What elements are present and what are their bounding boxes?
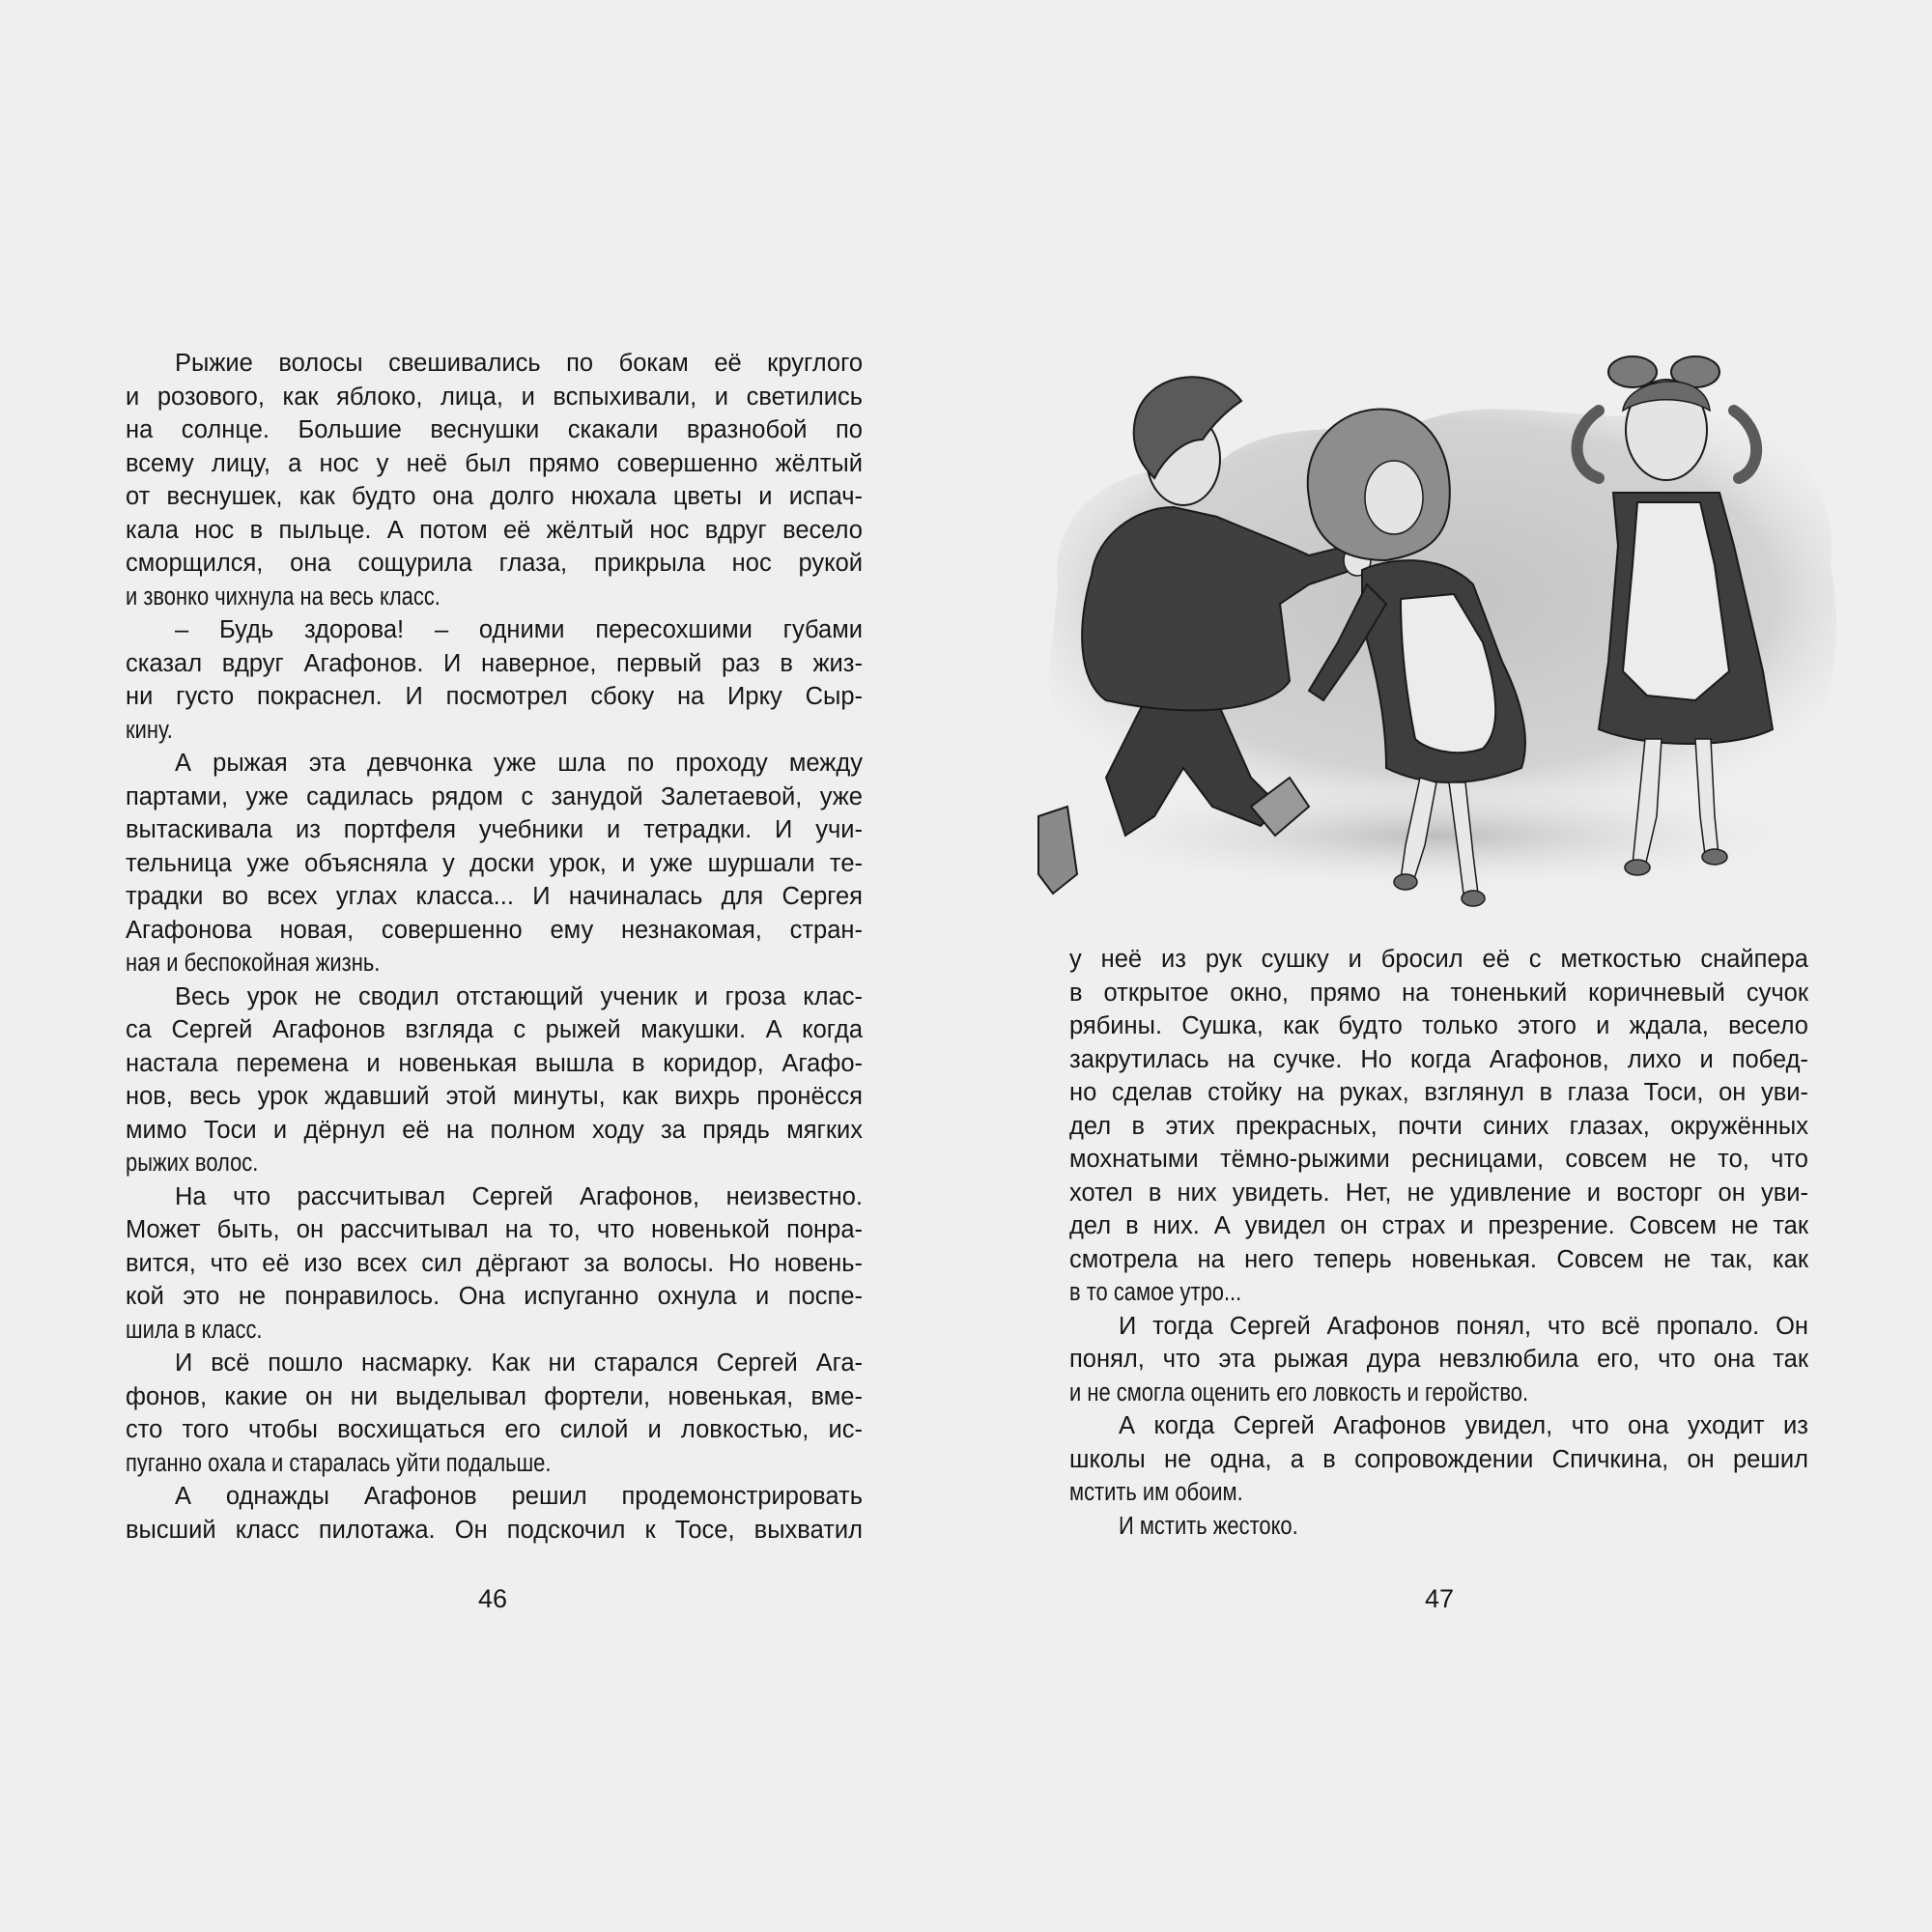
text-line: сморщился, она сощурила глаза, прикрыла нос рукой: [126, 550, 863, 577]
text-line: в то самое утро...: [1069, 1279, 1242, 1306]
text-line: мохнатыми тёмно-рыжими ресницами, совсем не то, что: [1069, 1146, 1808, 1173]
text-line: настала перемена и новенькая вышла в коридор, Агафо-: [126, 1049, 863, 1077]
text-line: вытаскивала из портфеля учебники и тетрадки. И учи-: [126, 816, 863, 843]
text-line: А когда Сергей Агафонов увидел, что она уходит из: [1119, 1412, 1808, 1439]
text-line: мстить им обоим.: [1069, 1479, 1243, 1506]
text-line: ная и беспокойная жизнь.: [126, 950, 381, 977]
text-line: Может быть, он рассчитывал на то, что новенькой понра-: [126, 1216, 863, 1243]
text-line: рыжих волос.: [126, 1150, 259, 1177]
text-line: – Будь здорова! – одними пересохшими губами: [175, 616, 863, 643]
text-line: понял, что эта рыжая дура невзлюбила его, что она так: [1069, 1346, 1808, 1373]
left-page-text: [126, 347, 863, 1547]
text-line: вится, что её изо всех сил дёргают за волосы. Но новень-: [126, 1249, 863, 1277]
text-line: хотел в них увидеть. Нет, не удивление и восторг он уви-: [1069, 1179, 1808, 1207]
text-line: Рыжие волосы свешивались по бокам её круглого: [175, 350, 863, 377]
text-line: пуганно охала и старалась уйти подальше.: [126, 1449, 552, 1477]
text-line: нов, весь урок ждавший этой минуты, как вихрь пронёсся: [126, 1083, 863, 1110]
text-line: кала нос в пыльце. А потом её жёлтый нос вдруг весело: [126, 516, 863, 544]
text-line: но сделав стойку на руках, взглянул в глаза Тоси, он уви-: [1069, 1079, 1808, 1106]
children-illustration-image: [1019, 353, 1850, 918]
text-line: фонов, какие он ни выделывал фортели, новенькая, вме-: [126, 1382, 863, 1410]
text-line: На что рассчитывал Сергей Агафонов, неизвестно.: [175, 1182, 863, 1210]
text-line: у неё из рук сушку и бросил её с меткостью снайпера: [1069, 946, 1808, 973]
text-line: кину.: [126, 716, 173, 744]
page-number-right: 47: [1424, 1584, 1455, 1613]
text-line: на солнце. Большие веснушки скакали вразнобой по: [126, 416, 863, 443]
page-number-left: 46: [477, 1584, 508, 1613]
text-line: са Сергей Агафонов взгляда с рыжей макушки. А когда: [126, 1016, 863, 1043]
text-line: в открытое окно, прямо на тоненький коричневый сучок: [1069, 979, 1808, 1007]
text-line: закрутилась на сучке. Но когда Агафонов, лихо и побед-: [1069, 1045, 1808, 1073]
text-line: и не смогла оценить его ловкость и геройство.: [1069, 1378, 1529, 1406]
text-line: тельница уже объясняла у доски урок, и уже шуршали те-: [126, 849, 863, 877]
text-line: сказал вдруг Агафонов. И наверное, первый раз в жиз-: [126, 649, 863, 677]
illustration: [1019, 353, 1850, 918]
text-line: И тогда Сергей Агафонов понял, что всё пропало. Он: [1119, 1312, 1808, 1340]
text-line: всему лицу, а нос у неё был прямо совершенно жёлтый: [126, 449, 863, 477]
text-line: смотрела на него теперь новенькая. Совсем не так, как: [1069, 1245, 1808, 1273]
text-line: кой это не понравилось. Она испуганно охнула и поспе-: [126, 1283, 863, 1310]
text-line: ни густо покраснел. И посмотрел сбоку на Ирку Сыр-: [126, 683, 863, 710]
text-line: И мстить жестоко.: [1119, 1512, 1298, 1540]
text-line: мимо Тоси и дёрнул её на полном ходу за прядь мягких: [126, 1116, 863, 1144]
text-line: от веснушек, как будто она долго нюхала цветы и испач-: [126, 483, 863, 510]
text-line: И всё пошло насмарку. Как ни старался Сергей Ага-: [175, 1350, 863, 1377]
text-line: и розового, как яблоко, лица, и вспыхивали, и светились: [126, 383, 863, 411]
text-line: партами, уже садилась рядом с занудой Залетаевой, уже: [126, 782, 863, 810]
text-line: Весь урок не сводил отстающий ученик и гроза клас-: [175, 982, 863, 1010]
text-line: Агафонова новая, совершенно ему незнакомая, стран-: [126, 916, 863, 944]
text-line: А рыжая эта девчонка уже шла по проходу между: [175, 750, 863, 777]
text-line: дел в этих прекрасных, почти синих глазах, окружённых: [1069, 1112, 1808, 1140]
text-line: шила в класс.: [126, 1316, 263, 1344]
text-line: рябины. Сушка, как будто только этого и ждала, весело: [1069, 1012, 1808, 1039]
text-line: традки во всех углах класса... И начиналась для Сергея: [126, 883, 863, 910]
text-line: и звонко чихнула на весь класс.: [126, 582, 440, 611]
right-page-text: [1069, 943, 1808, 1543]
text-line: А однажды Агафонов решил продемонстрировать: [175, 1483, 863, 1510]
text-line: сто того чтобы восхищаться его силой и ловкостью, ис-: [126, 1416, 863, 1443]
text-line: школы не одна, а в сопровождении Спичкина, он решил: [1069, 1445, 1808, 1473]
text-line: высший класс пилотажа. Он подскочил к Тосе, выхватил: [126, 1516, 863, 1544]
text-line: дел в них. А увидел он страх и презрение. Совсем не так: [1069, 1212, 1808, 1239]
